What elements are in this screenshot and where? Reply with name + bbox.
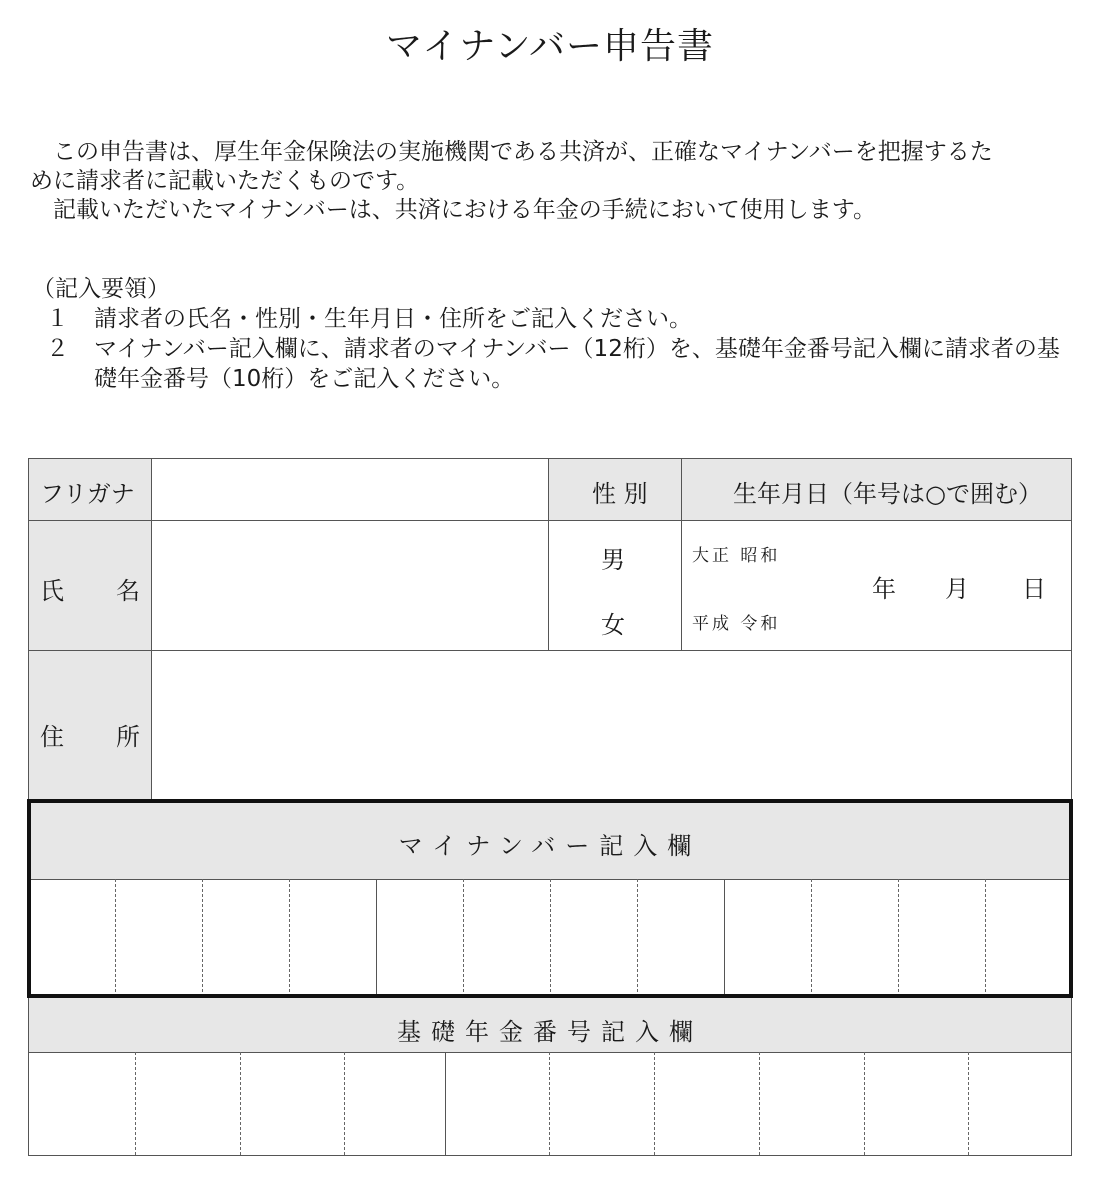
birthdate-label: 生年月日（年号は○で囲む） <box>733 480 1042 508</box>
intro-text <box>30 138 1080 225</box>
day-label: 日 <box>1022 575 1046 603</box>
gender-male-option[interactable]: 男 <box>601 546 625 574</box>
era-options-top[interactable]: 大正 昭和 <box>692 546 781 566</box>
furigana-input[interactable] <box>151 458 548 520</box>
table-col-divider <box>151 458 152 800</box>
instructions-heading: （記入要領） <box>32 276 170 302</box>
table-col-divider <box>681 458 682 650</box>
table-border-bottom <box>28 1155 1072 1156</box>
gender-label: 性 別 <box>592 480 648 508</box>
instruction-item-1 <box>32 304 1082 334</box>
table-row-divider <box>28 650 1072 651</box>
table-row-divider <box>28 520 1072 521</box>
address-label-second: 所 <box>116 723 140 751</box>
page-title: マイナンバー申告書 <box>386 26 714 67</box>
name-input[interactable] <box>151 520 548 650</box>
instruction-text: マイナンバー記入欄に、請求者のマイナンバー（12桁）を、基礎年金番号記入欄に請求者の基礎年金番号（10桁）をご記入ください。 <box>94 336 1060 392</box>
address-input[interactable] <box>151 650 1072 800</box>
table-col-divider <box>548 458 549 650</box>
era-options-bottom[interactable]: 平成 令和 <box>692 614 781 634</box>
pension-number-header: 基礎年金番号記入欄 <box>397 1018 703 1046</box>
year-label: 年 <box>872 575 896 603</box>
my-number-header: マイナンバー記入欄 <box>398 832 702 860</box>
intro-line-3: 記載いただいたマイナンバーは、共済における年金の手続において使用します。 <box>53 197 876 223</box>
pension-number-input[interactable] <box>29 1053 1071 1155</box>
instructions <box>32 274 1082 394</box>
my-number-frame <box>27 799 1073 998</box>
name-label-second: 名 <box>116 577 140 605</box>
name-label-first: 氏 <box>40 577 64 605</box>
intro-line-2: めに請求者に記載いただくものです。 <box>30 168 420 194</box>
intro-line-1: この申告書は、厚生年金保険法の実施機関である共済が、正確なマイナンバーを把握するた <box>53 139 993 165</box>
instruction-item-2 <box>32 334 1082 394</box>
address-label-first: 住 <box>40 723 64 751</box>
table-border-top <box>28 458 1072 459</box>
instruction-number: １ <box>46 306 69 332</box>
gender-female-option[interactable]: 女 <box>601 611 625 639</box>
furigana-label: フリガナ <box>40 480 135 508</box>
instruction-number: ２ <box>46 336 69 362</box>
instruction-text: 請求者の氏名・性別・生年月日・住所をご記入ください。 <box>94 306 692 332</box>
month-label: 月 <box>945 575 969 603</box>
